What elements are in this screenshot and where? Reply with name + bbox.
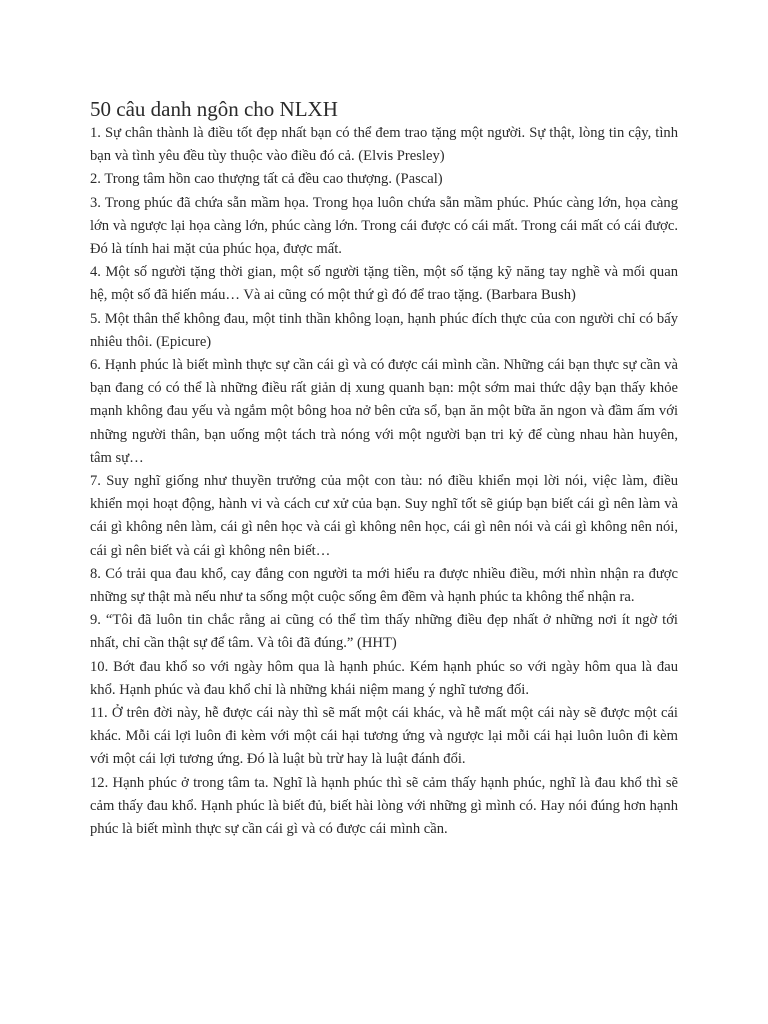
quote-item: 7. Suy nghĩ giống như thuyền trưởng của một con tàu: nó điều khiển mọi lời nói, việc làm, điều khiển mọi hoạt động, hành vi và cách cư xử của bạn. Suy nghĩ tốt sẽ giúp bạn biết cái gì nên làm và cái gì không nên làm, cái gì nên học và cái gì không nên học, cái gì nên nói và cái gì không nên nói, cái gì nên biết và cái gì không nên biết… (90, 473, 678, 559)
quote-item: 8. Có trải qua đau khổ, cay đắng con người ta mới hiểu ra được nhiều điều, mới nhìn nhận ra được những sự thật mà nếu như ta sống một cuộc sống êm đềm và hạnh phúc ta không thể nhận ra. (90, 565, 678, 606)
quote-item: 10. Bớt đau khổ so với ngày hôm qua là hạnh phúc. Kém hạnh phúc so với ngày hôm qua là đau khổ. Hạnh phúc và đau khổ chỉ là những khái niệm mang ý nghĩ tương đối. (90, 658, 678, 698)
quote-item: 1. Sự chân thành là điều tốt đẹp nhất bạn có thể đem trao tặng một người. Sự thật, lòng tin cậy, tình bạn và tình yêu đều tùy thuộc vào điều đó cả. (Elvis Presley) (90, 125, 678, 165)
quote-item: 12. Hạnh phúc ở trong tâm ta. Nghĩ là hạnh phúc thì sẽ cảm thấy hạnh phúc, nghĩ là đau khổ thì sẽ cảm thấy đau khổ. Hạnh phúc là biết đủ, biết hài lòng với những gì mình có. Hay nói đúng hơn hạnh phúc là biết mình thực sự cần cái gì và có được cái mình cần. (90, 774, 678, 838)
quote-item: 9. “Tôi đã luôn tin chắc rằng ai cũng có thể tìm thấy những điều đẹp nhất ở những nơi ít ngờ tới nhất, chỉ cần thật sự để tâm. Và tôi đã đúng.” (HHT) (90, 612, 678, 652)
quote-item: 11. Ở trên đời này, hễ được cái này thì sẽ mất một cái khác, và hễ mất một cái này sẽ được một cái khác. Mỗi cái lợi luôn đi kèm với một cái hại tương ứng và ngược lại mỗi cái hại luôn luôn đi kèm với một cái lợi tương ứng. Đó là luật bù trừ hay là luật đánh đổi. (90, 705, 678, 768)
document-page (90, 96, 678, 841)
quote-item: 2. Trong tâm hồn cao thượng tất cả đều cao thượng. (Pascal) (90, 171, 443, 188)
quote-item: 3. Trong phúc đã chứa sẵn mầm họa. Trong họa luôn chứa sẵn mầm phúc. Phúc càng lớn, họa càng lớn và ngược lại họa càng lớn, phúc càng lớn. Trong cái được có cái mất. Trong cái mất có cái được. Đó là tính hai mặt của phúc họa, được mất. (90, 194, 678, 258)
quote-item: 5. Một thân thể không đau, một tinh thần không loạn, hạnh phúc đích thực của con người chỉ có bấy nhiêu thôi. (Epicure) (90, 310, 678, 350)
quote-item: 6. Hạnh phúc là biết mình thực sự cần cái gì và có được cái mình cần. Những cái bạn thực sự cần và bạn đang có có thể là những điều rất giản dị xung quanh bạn: một sớm mai thức dậy bạn thấy khỏe mạnh không đau yếu và ngắm một bông hoa nở bên cửa sổ, bạn ăn một bữa ăn ngon và đầm ấm với những người thân, bạn uống một tách trà nóng với một người bạn tri kỷ để cùng nhau hàn huyên, tâm sự… (90, 357, 678, 466)
document-title: 50 câu danh ngôn cho NLXH (90, 97, 338, 121)
quote-item: 4. Một số người tặng thời gian, một số người tặng tiền, một số tặng kỹ năng tay nghề và mối quan hệ, một số đã hiến máu… Và ai cũng có một thứ gì đó để trao tặng. (Barbara Bush) (90, 264, 678, 304)
